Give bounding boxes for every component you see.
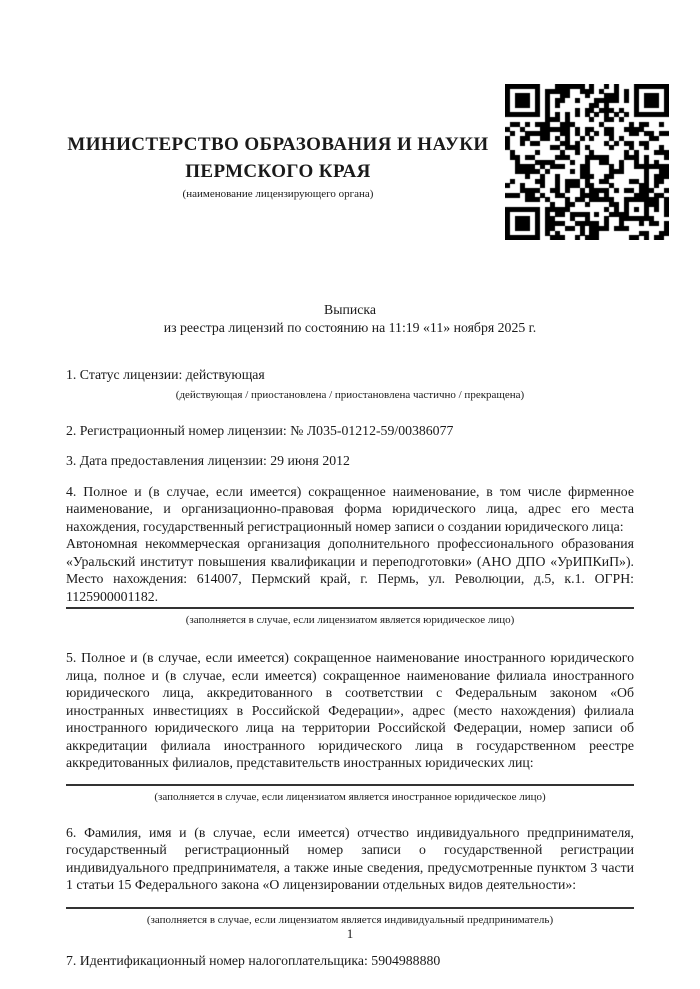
page-number: 1 (346, 926, 354, 941)
field-taxpayer-number: 7. Идентификационный номер налогоплательщика: 5904988880 (66, 952, 441, 968)
foreign-entity-caption: (заполняется в случае, если лицензиатом является иностранное юридическое лицо) (154, 790, 546, 803)
ministry-header (66, 131, 490, 201)
field-legal-entity-value: Автономная некоммерческая организация дополнительного профессионального образования «Уральский институт повышения квалификации и переподготовки» (АНО ДПО «УрИПКиП»). Место нахождения: 614007, Пермский край, г. Пермь, ул. Революции, д.5, к.1. ОГРН: 1125900001182. (66, 536, 634, 604)
entrepreneur-caption: (заполняется в случае, если лицензиатом является индивидуальный предприниматель) (146, 913, 554, 926)
license-status-caption: (действующая / приостановлена / приостановлена частично / прекращена) (175, 388, 525, 401)
document-title-line1: Выписка (324, 302, 376, 317)
entrepreneur-underline (66, 907, 634, 909)
field-registration-number: 2. Регистрационный номер лицензии: № Л035-01212-59/00386077 (66, 422, 454, 438)
legal-entity-caption: (заполняется в случае, если лицензиатом является юридическое лицо) (185, 614, 515, 626)
field-license-status: 1. Статус лицензии: действующая (66, 367, 265, 382)
legal-entity-underline (66, 607, 634, 609)
field-legal-entity-label: 4. Полное и (в случае, если имеется) сокращенное наименование, в том числе фирменное наименование, и организационно-правовая форма юридического лица, адрес его места нахождения, государственный регистрационный номер записи о создании юридического лица: (66, 483, 634, 534)
field-grant-date: 3. Дата предоставления лицензии: 29 июня 2012 (66, 453, 350, 468)
ministry-caption: (наименование лицензирующего органа) (182, 188, 374, 200)
document-body (66, 366, 634, 969)
field-foreign-entity-label: 5. Полное и (в случае, если имеется) сокращенное наименование иностранного юридического лица, полное и (в случае, если имеется) сокращенное наименование филиала иностранного юридического лица, аккредитованного в соответствии с Федеральным законом «Об иностранных инвестициях в Российской Федерации», адрес (место нахождения) филиала иностранного юридического лица на территории Российской Федерации, номер записи об аккредитации филиала иностранного юридического лица в государственном реестре аккредитованных филиалов, представительств иностранных юридических лиц: (66, 650, 634, 770)
ministry-name-line2: ПЕРМСКОГО КРАЯ (185, 161, 371, 182)
foreign-entity-underline (66, 784, 634, 786)
document-title-line2: из реестра лицензий по состоянию на 11:19 «11» ноября 2025 г. (163, 319, 537, 335)
document-title (66, 301, 634, 336)
qr-code-image (505, 84, 669, 240)
field-entrepreneur-label: 6. Фамилия, имя и (в случае, если имеется) отчество индивидуального предпринимателя, государственный регистрационный номер записи о государственной регистрации индивидуального предпринимателя, а также иные сведения, предусмотренные пунктом 3 части 1 статьи 15 Федерального закона «О лицензировании отдельных видов деятельности»: (66, 824, 634, 892)
ministry-name-line1: МИНИСТЕРСТВО ОБРАЗОВАНИЯ И НАУКИ (67, 134, 489, 155)
